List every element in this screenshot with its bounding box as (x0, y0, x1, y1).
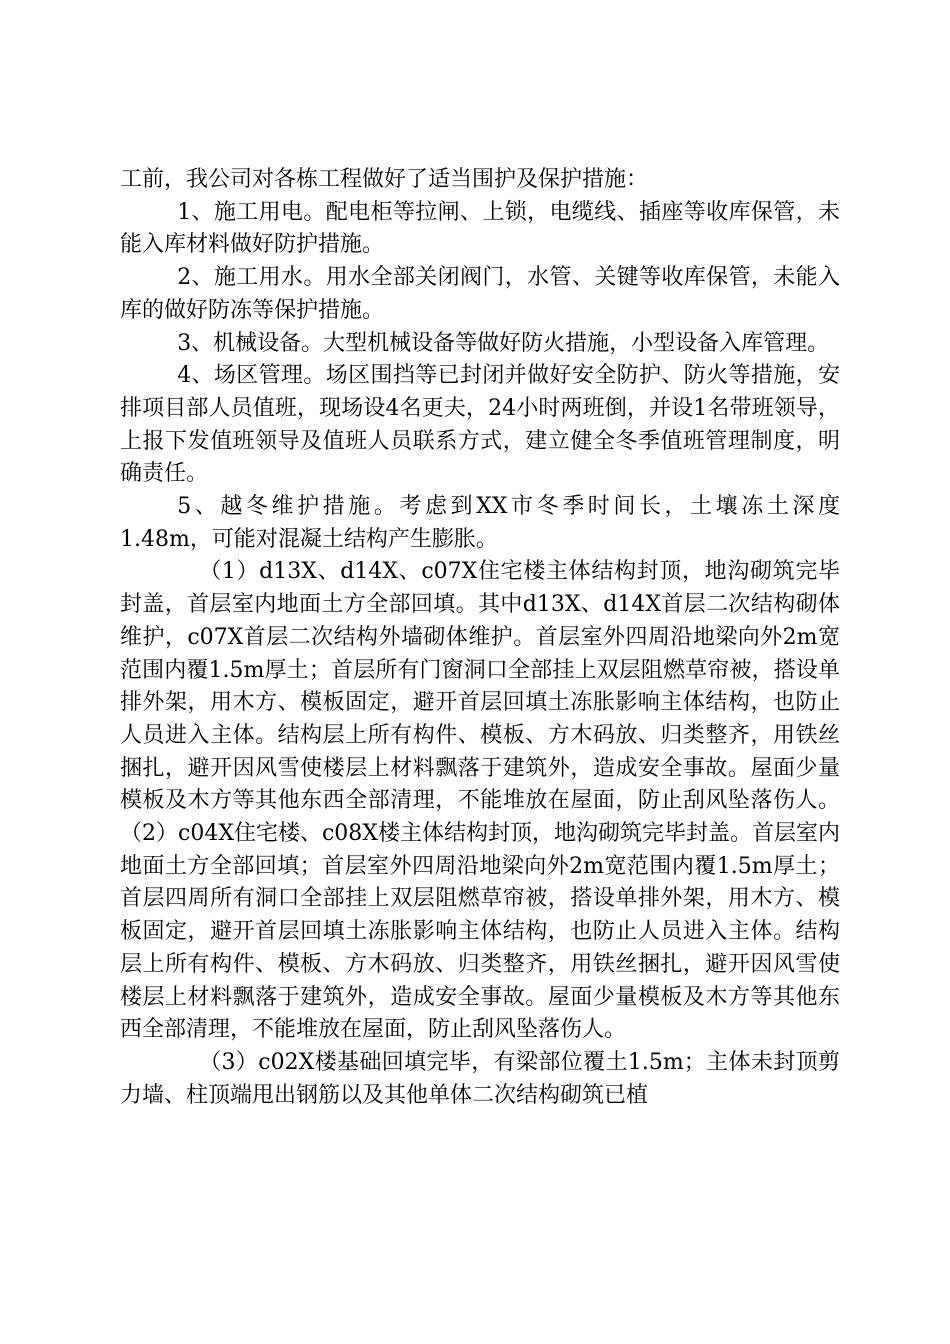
paragraph-item-3: 3、机械设备。大型机械设备等做好防火措施，小型设备入库管理。 (177, 330, 830, 356)
document-body (120, 164, 840, 1112)
paragraph-intro: 工前，我公司对各栋工程做好了适当围护及保护措施： (120, 167, 649, 192)
paragraph-subitem-1-2: （1）d13X、d14X、c07X住宅楼主体结构封顶，地沟砌筑完毕封盖，首层室内地面土方全部回填。其中d13X、d14X首层二次结构砌体维护，c07X首层二次结构外墙砌体维护。首层室外四周沿地梁向外2m宽范围内覆1.5m厚土；首层所有门窗洞口全部挂上双层阻燃草帘被，搭设单排外架，用木方、模板固定，避开首层回填土冻胀影响主体结构，也防止人员进入主体。结构层上所有构件、模板、方木码放、归类整齐，用铁丝捆扎，避开因风雪使楼层上材料飘落于建筑外，造成安全事故。屋面少量模板及木方等其他东西全部清理，不能堆放在屋面，防止刮风坠落伤人。（2）c04X住宅楼、c08X楼主体结构封顶，地沟砌筑完毕封盖。首层室内地面土方全部回填；首层室外四周沿地梁向外2m宽范围内覆1.5m厚土；首层四周所有洞口全部挂上双层阻燃草帘被，搭设单排外架，用木方、模板固定，避开首层回填土冻胀影响主体结构，也防止人员进入主体。结构层上所有构件、模板、方木码放、归类整齐，用铁丝捆扎，避开因风雪使楼层上材料飘落于建筑外，造成安全事故。屋面少量模板及木方等其他东西全部清理，不能堆放在屋面，防止刮风坠落伤人。 (120, 559, 840, 1043)
paragraph-item-5: 5、越冬维护措施。考虑到XX市冬季时间长，土壤冻土深度1.48m，可能对混凝土结构产生膨胀。 (120, 494, 840, 552)
paragraph-item-1: 1、施工用电。配电柜等拉闸、上锁，电缆线、插座等收库保管，未能入库材料做好防护措施。 (120, 199, 840, 258)
paragraph-item-2: 2、施工用水。用水全部关闭阀门，水管、关键等收库保管，未能入库的做好防冻等保护措施。 (120, 265, 840, 323)
paragraph-subitem-3: （3）c02X楼基础回填完毕，有梁部位覆土1.5m；主体未封顶剪力墙、柱顶端甩出钢筋以及其他单体二次结构砌筑已植 (120, 1049, 840, 1108)
paragraph-item-4: 4、场区管理。场区围挡等已封闭并做好安全防护、防火等措施，安排项目部人员值班，现场设4名更夫，24小时两班倒，并设1名带班领导，上报下发值班领导及值班人员联系方式，建立健全冬季值班管理制度，明确责任。 (120, 363, 840, 487)
